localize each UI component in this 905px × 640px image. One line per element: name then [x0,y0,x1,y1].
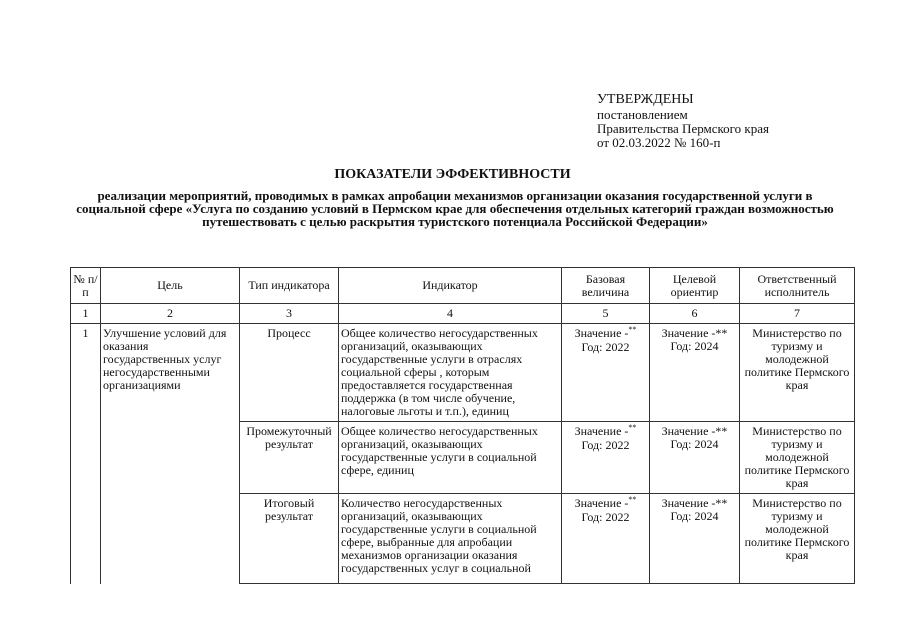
document-subtitle: реализации мероприятий, проводимых в рамках апробации механизмов организации оказания государственной услуги в социальной сфере «Услуга по созданию условий в Пермском крае для обеспечения отдельных категорий граждан возможностью путешествовать с целью раскрытия туристского потенциала Российской Федерации» [76,188,834,229]
base-value: Значение - [574,496,629,510]
target-year: Год: 2024 [670,437,719,451]
indicators-table [70,267,855,584]
base-year: Год: 2022 [581,510,630,524]
footnote-mark: ** [628,423,637,432]
column-number: 4 [339,304,562,324]
base-value-cell [562,324,650,422]
target-value-cell [650,494,740,584]
header-type: Тип индикатора [240,268,339,304]
header-base: Базовая величина [562,268,650,304]
table-row [71,324,855,422]
base-value: Значение - [574,424,629,438]
base-value-cell [562,494,650,584]
header-num: № п/п [71,268,101,304]
indicator-type: Промежуточный результат [240,422,339,494]
footnote-mark: ** [628,495,637,504]
indicator-text: Количество негосударственных организаций, оказывающих государственные услуги в социальной сфере, выбранные для апробации механизмов организации оказания государственных услуг в социальной [339,494,562,584]
document-title: ПОКАЗАТЕЛИ ЭФФЕКТИВНОСТИ [334,167,571,182]
indicator-type: Процесс [240,324,339,422]
header-indicator: Индикатор [339,268,562,304]
target-year: Год: 2024 [670,339,719,353]
base-value: Значение - [574,326,629,340]
column-number: 3 [240,304,339,324]
column-number: 1 [71,304,101,324]
approval-line-1: постановлением [597,107,688,122]
approval-heading: УТВЕРЖДЕНЫ [597,92,694,107]
header-goal: Цель [101,268,240,304]
header-responsible: Ответственный исполнитель [740,268,855,304]
responsible: Министерство по туризму и молодежной политике Пермского края [740,422,855,494]
approval-line-3: от 02.03.2022 № 160-п [597,135,721,150]
base-year: Год: 2022 [581,340,630,354]
column-number: 6 [650,304,740,324]
target-year: Год: 2024 [670,509,719,523]
indicator-text: Общее количество негосударственных организаций, оказывающих государственные услуги в социальной сфере, единиц [339,422,562,494]
indicator-text: Общее количество негосударственных организаций, оказывающих государственные услуги в отраслях социальной сферы , которым предоставляется государственная поддержка (в том числе обучение, налоговые льготы и т.п.), единиц [339,324,562,422]
target-value: Значение - [661,496,716,510]
approval-line-2: Правительства Пермского края [597,121,769,136]
approval-block [597,92,887,150]
base-value-cell [562,422,650,494]
target-value-cell [650,422,740,494]
target-value: Значение - [661,424,716,438]
base-year: Год: 2022 [581,438,630,452]
goal-number: 1 [71,324,101,584]
footnote-mark: ** [715,424,728,438]
footnote-mark: ** [715,326,728,340]
footnote-mark: ** [715,496,728,510]
header-row [71,268,855,304]
target-value: Значение - [661,326,716,340]
column-number: 7 [740,304,855,324]
indicator-type: Итоговый результат [240,494,339,584]
column-number-row [71,304,855,324]
target-value-cell [650,324,740,422]
responsible: Министерство по туризму и молодежной политике Пермского края [740,494,855,584]
footnote-mark: ** [628,325,637,334]
goal-text: Улучшение условий для оказания государственных услуг негосударственными организациями [101,324,240,584]
responsible: Министерство по туризму и молодежной политике Пермского края [740,324,855,422]
header-target: Целевой ориентир [650,268,740,304]
column-number: 2 [101,304,240,324]
column-number: 5 [562,304,650,324]
